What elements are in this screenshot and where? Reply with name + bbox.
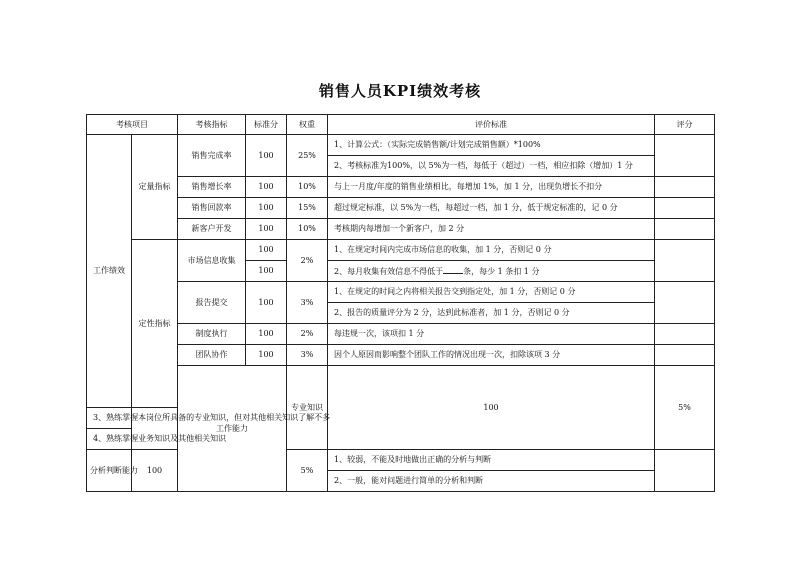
header-weight: 权重 xyxy=(287,115,328,135)
weight-cell: 5% xyxy=(655,366,715,450)
table-row xyxy=(87,324,715,345)
weight-cell: 3% xyxy=(287,282,328,324)
header-project: 考核项目 xyxy=(87,115,178,135)
criteria-cell: 1、在规定时间内完成市场信息的收集，加 1 分，否则记 0 分 xyxy=(328,240,655,261)
indicator-new-customer: 新客户开发 xyxy=(178,219,246,240)
score-cell: 100 xyxy=(246,135,287,177)
weight-cell: 10% xyxy=(287,177,328,198)
indicator-sales-growth: 销售增长率 xyxy=(178,177,246,198)
rating-cell[interactable] xyxy=(655,198,715,219)
score-cell: 100 xyxy=(246,282,287,324)
rating-cell[interactable] xyxy=(655,219,715,240)
score-cell: 100 xyxy=(246,219,287,240)
header-criteria: 评价标准 xyxy=(328,115,655,135)
indicator-report: 报告提交 xyxy=(178,282,246,324)
rating-cell[interactable] xyxy=(655,240,715,282)
indicator-knowledge: 专业知识 xyxy=(287,366,328,450)
criteria-cell: 超过规定标准，以 5%为一档，每超过一档，加 1 分，低于规定标准的，记 0 分 xyxy=(328,198,655,219)
section-ability: 工作能力 xyxy=(178,366,287,492)
table-row xyxy=(87,282,715,303)
score-cell: 100 xyxy=(246,198,287,219)
indicator-market-info: 市场信息收集 xyxy=(178,240,246,282)
table-row xyxy=(87,198,715,219)
table-row xyxy=(87,219,715,240)
criteria-cell: 与上一月度/年度的销售业绩相比，每增加 1%，加 1 分，出现负增长不扣分 xyxy=(328,177,655,198)
criteria-cell: 3、熟练掌握本岗位所具备的专业知识，但对其他相关知识了解不多 xyxy=(87,408,132,429)
rating-cell[interactable] xyxy=(655,345,715,366)
rating-cell[interactable] xyxy=(655,177,715,198)
criteria-text: 条，每少 1 条扣 1 分 xyxy=(463,267,540,276)
table-row xyxy=(87,345,715,366)
criteria-text: 2、每月收集有效信息不得低于 xyxy=(334,267,444,276)
criteria-cell: 2、考核标准为100%，以 5%为一档，每低于（超过）一档，相应扣除（增加）1 分 xyxy=(328,156,655,177)
score-cell: 100 xyxy=(246,240,287,261)
criteria-cell: 4、熟练掌握业务知识及其他相关知识 xyxy=(87,429,132,450)
indicator-judgment: 分析判断能力 xyxy=(87,450,132,492)
header-rating: 评分 xyxy=(655,115,715,135)
section-quant: 定量指标 xyxy=(132,135,178,240)
header-row xyxy=(87,115,715,135)
header-indicator: 考核指标 xyxy=(178,115,246,135)
score-cell: 100 xyxy=(328,366,655,450)
rating-cell[interactable] xyxy=(655,135,715,177)
table-row xyxy=(87,366,715,387)
indicator-teamwork: 团队协作 xyxy=(178,345,246,366)
weight-cell: 2% xyxy=(287,240,328,282)
score-cell: 100 xyxy=(246,324,287,345)
rating-cell[interactable] xyxy=(655,282,715,324)
rating-cell[interactable] xyxy=(655,450,715,492)
criteria-cell: 2、一般，能对问题进行简单的分析和判断 xyxy=(328,471,655,492)
criteria-cell xyxy=(328,261,655,282)
weight-cell: 2% xyxy=(287,324,328,345)
weight-cell: 3% xyxy=(287,345,328,366)
criteria-cell: 1、较弱，不能及时地做出正确的分析与判断 xyxy=(328,450,655,471)
criteria-cell: 2、报告的质量评分为 2 分，达到此标准者，加 1 分，否则记 0 分 xyxy=(328,303,655,324)
section-performance: 工作绩效 xyxy=(87,135,132,408)
weight-cell: 15% xyxy=(287,198,328,219)
criteria-cell: 每违规一次，该项扣 1 分 xyxy=(328,324,655,345)
fill-blank xyxy=(443,265,463,274)
criteria-cell: 因个人原因而影响整个团队工作的情况出现一次，扣除该项 3 分 xyxy=(328,345,655,366)
criteria-cell: 考核期内每增加一个新客户，加 2 分 xyxy=(328,219,655,240)
indicator-sales-completion: 销售完成率 xyxy=(178,135,246,177)
score-cell: 100 xyxy=(246,345,287,366)
kpi-table xyxy=(86,114,715,492)
table-row xyxy=(87,240,715,261)
score-cell: 100 xyxy=(132,450,178,492)
score-cell: 100 xyxy=(246,261,287,282)
criteria-cell: 1、计算公式：（实际完成销售额/计划完成销售额）*100% xyxy=(328,135,655,156)
page-title: 销售人员KPI绩效考核 xyxy=(318,82,482,100)
weight-cell: 10% xyxy=(287,219,328,240)
section-qual: 定性指标 xyxy=(132,240,178,408)
header-standard-score: 标准分 xyxy=(246,115,287,135)
criteria-cell: 1、在规定的时间之内将相关报告交到指定处，加 1 分，否则记 0 分 xyxy=(328,282,655,303)
weight-cell: 25% xyxy=(287,135,328,177)
rating-cell[interactable] xyxy=(655,324,715,345)
table-row xyxy=(87,135,715,156)
indicator-discipline: 制度执行 xyxy=(178,324,246,345)
score-cell: 100 xyxy=(246,177,287,198)
indicator-collection: 销售回款率 xyxy=(178,198,246,219)
weight-cell: 5% xyxy=(287,450,328,492)
table-row xyxy=(87,177,715,198)
